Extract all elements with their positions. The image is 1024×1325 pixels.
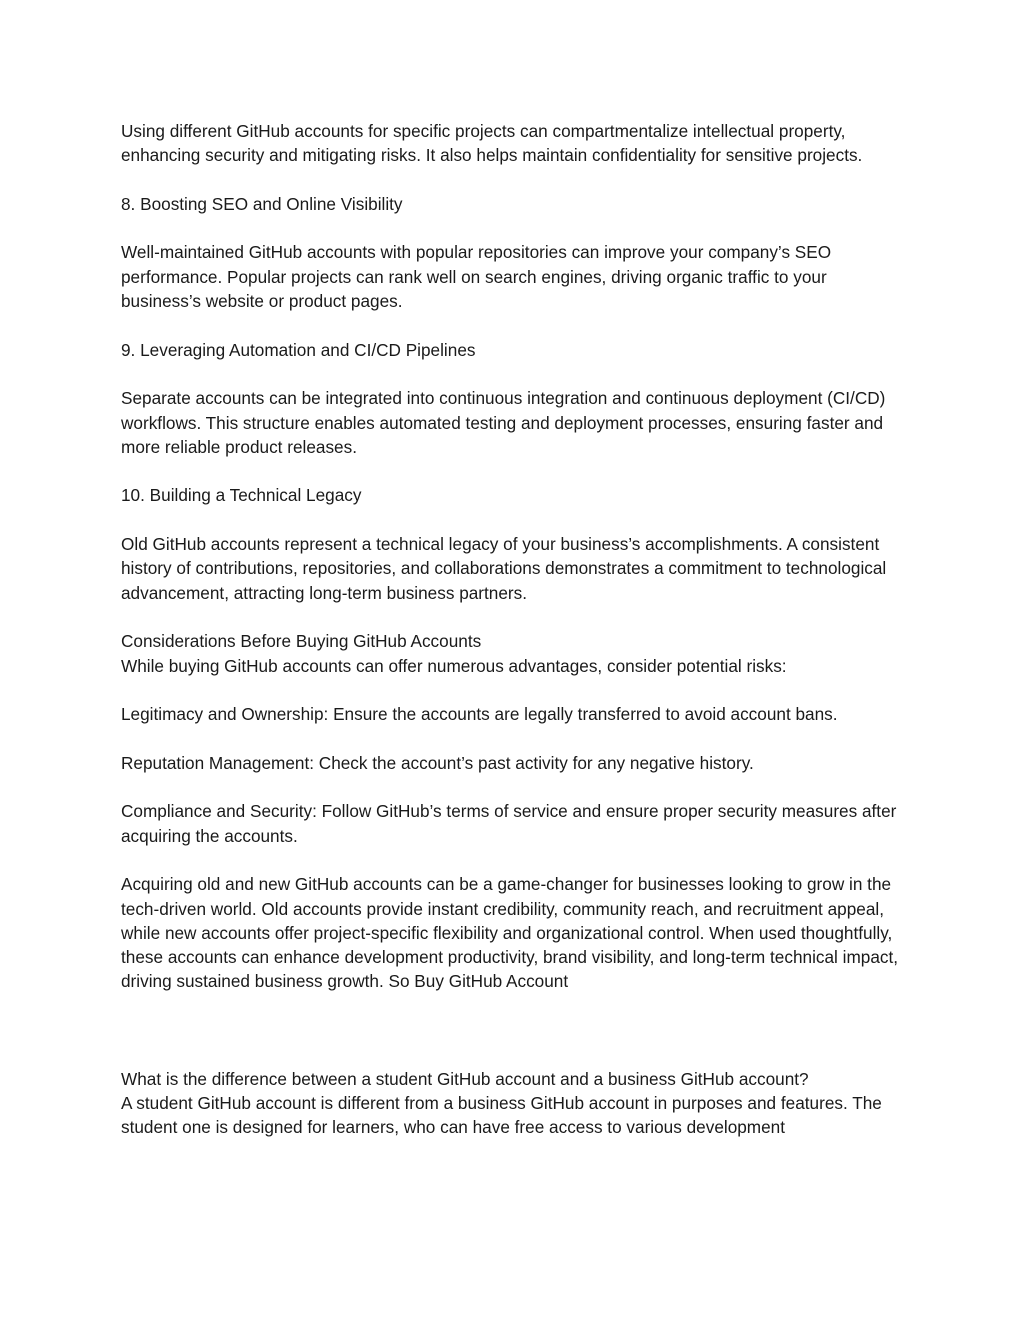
heading-seo-visibility: 8. Boosting SEO and Online Visibility: [121, 193, 403, 214]
faq-answer: A student GitHub account is different from a business GitHub account in purposes and features. The student one is designed for learners, who can have free access to various development: [121, 1092, 882, 1138]
heading-technical-legacy: 10. Building a Technical Legacy: [121, 485, 362, 506]
paragraph-considerations-intro: While buying GitHub accounts can offer numerous advantages, consider potential risks:: [121, 655, 787, 676]
paragraph-seo: Well-maintained GitHub accounts with popular repositories can improve your company’s SEO performance. Popular projects can rank well on search engines, driving organic traffic to your business’s website or product pages.: [121, 242, 832, 312]
document-body: [121, 119, 911, 1139]
item-compliance: Compliance and Security: Follow GitHub’s terms of service and ensure proper security measures after acquiring the accounts.: [121, 801, 897, 846]
paragraph-cicd: Separate accounts can be integrated into continuous integration and continuous deployment (CI/CD) workflows. This structure enables automated testing and deployment processes, ensuring faster and more reliable product releases.: [121, 388, 886, 457]
paragraph-conclusion: Acquiring old and new GitHub accounts can be a game-changer for businesses looking to grow in the tech-driven world. Old accounts provide instant credibility, community reach, and recruitment appeal, while new accounts offer project-specific flexibility and organizational control. When used thoughtfully, these accounts can enhance development productivity, brand visibility, and long-term technical impact, driving sustained business growth. So Buy GitHub Account: [121, 874, 899, 992]
faq-question: What is the difference between a student GitHub account and a business GitHub account?: [121, 1068, 809, 1089]
item-legitimacy: Legitimacy and Ownership: Ensure the accounts are legally transferred to avoid account bans.: [121, 704, 838, 725]
item-reputation: Reputation Management: Check the account’s past activity for any negative history.: [121, 752, 754, 773]
blank-space: [121, 1018, 911, 1067]
paragraph-legacy: Old GitHub accounts represent a technical legacy of your business’s accomplishments. A consistent history of contributions, repositories, and collaborations demonstrates a commitment to technological advancement, attracting long-term business partners.: [121, 534, 887, 603]
heading-considerations: Considerations Before Buying GitHub Accounts: [121, 631, 482, 652]
paragraph-ip-security: Using different GitHub accounts for specific projects can compartmentalize intellectual property, enhancing security and mitigating risks. It also helps maintain confidentiality for sensitive projects.: [121, 121, 863, 166]
heading-automation-cicd: 9. Leveraging Automation and CI/CD Pipelines: [121, 339, 476, 360]
